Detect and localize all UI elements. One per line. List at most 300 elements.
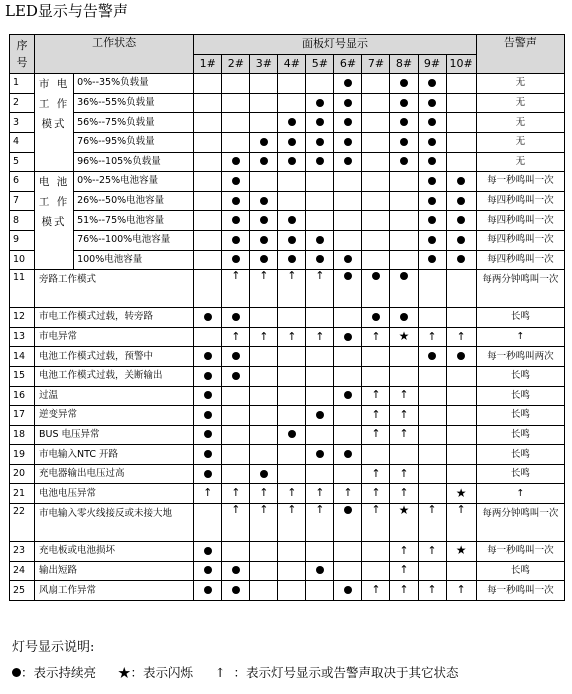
led-cell-8 <box>390 581 418 601</box>
led-cell-7 <box>362 132 390 152</box>
led-depends-icon: ↑ <box>399 583 409 597</box>
led-cell-7 <box>362 561 390 581</box>
led-cell-8 <box>390 211 418 231</box>
led-flash-icon: ★ <box>398 329 410 344</box>
row-number: 20 <box>10 464 35 484</box>
led-on-icon <box>260 236 268 244</box>
status-description: 100%电池容量 <box>74 250 194 270</box>
status-description: 51%--75%电池容量 <box>74 211 194 231</box>
led-cell-1 <box>194 504 222 542</box>
led-depends-icon: ↑ <box>427 329 437 343</box>
led-header-1: 1# <box>194 54 222 74</box>
led-cell-4 <box>278 308 306 328</box>
led-cell-2 <box>222 172 250 192</box>
led-cell-2 <box>222 425 250 445</box>
led-cell-5 <box>306 406 334 426</box>
led-cell-1 <box>194 406 222 426</box>
led-cell-9 <box>418 386 446 406</box>
led-cell-1 <box>194 542 222 562</box>
led-on-icon <box>400 79 408 87</box>
led-cell-5 <box>306 504 334 542</box>
led-cell-8 <box>390 250 418 270</box>
led-cell-7 <box>362 347 390 367</box>
led-cell-8 <box>390 93 418 113</box>
led-cell-8 <box>390 270 418 308</box>
row-number: 9 <box>10 230 35 250</box>
seq-header <box>10 35 35 74</box>
status-description: 76%--95%负载量 <box>74 132 194 152</box>
alarm-header: 告警声 <box>476 35 564 74</box>
table-row <box>10 74 565 94</box>
led-depends-icon: ↑ <box>371 407 381 421</box>
led-cell-3 <box>250 406 278 426</box>
led-cell-4 <box>278 366 306 386</box>
led-cell-4 <box>278 113 306 133</box>
led-on-icon <box>428 197 436 205</box>
led-on-icon <box>204 372 212 380</box>
alarm-sound: 每四秒鸣叫一次 <box>476 191 564 211</box>
table-row <box>10 132 565 152</box>
status-description: 旁路工作模式 <box>35 270 194 308</box>
table-row <box>10 542 565 562</box>
alarm-sound: 无 <box>476 93 564 113</box>
led-depends-icon: ↑ <box>259 269 269 283</box>
led-cell-8 <box>390 464 418 484</box>
led-cell-10 <box>446 464 476 484</box>
alarm-sound: 无 <box>476 113 564 133</box>
led-cell-4 <box>278 406 306 426</box>
led-cell-4 <box>278 445 306 465</box>
led-cell-9 <box>418 152 446 172</box>
led-depends-icon: ↑ <box>231 486 241 500</box>
alarm-sound: 每四秒鸣叫一次 <box>476 230 564 250</box>
row-number: 15 <box>10 366 35 386</box>
led-cell-8 <box>390 327 418 347</box>
led-depends-icon: ↑ <box>456 329 466 343</box>
led-on-icon <box>260 216 268 224</box>
led-cell-7 <box>362 211 390 231</box>
led-depends-icon: ↑ <box>399 563 409 577</box>
led-depends-icon: ↑ <box>259 329 269 343</box>
led-cell-6 <box>334 230 362 250</box>
led-cell-8 <box>390 191 418 211</box>
led-cell-1 <box>194 561 222 581</box>
led-cell-8 <box>390 347 418 367</box>
table-row <box>10 230 565 250</box>
led-cell-1 <box>194 386 222 406</box>
row-number: 12 <box>10 308 35 328</box>
led-on-icon <box>204 470 212 478</box>
row-number: 18 <box>10 425 35 445</box>
led-depends-icon: ↑ <box>371 466 381 480</box>
led-on-icon <box>204 547 212 555</box>
led-depends-icon: ↑ <box>287 269 297 283</box>
led-depends-icon: ↑ <box>231 269 241 283</box>
led-cell-4 <box>278 132 306 152</box>
led-cell-10 <box>446 211 476 231</box>
led-cell-8 <box>390 74 418 94</box>
led-cell-2 <box>222 504 250 542</box>
led-depends-icon: ↑ <box>315 503 325 517</box>
led-cell-9 <box>418 308 446 328</box>
table-row <box>10 93 565 113</box>
legend-dep-text: ：表示灯号显示或告警声取决于其它状态 <box>233 665 459 680</box>
led-depends-icon: ↑ <box>287 329 297 343</box>
row-number: 22 <box>10 504 35 542</box>
led-on-icon <box>428 216 436 224</box>
led-cell-8 <box>390 406 418 426</box>
led-on-icon <box>457 197 465 205</box>
led-on-icon <box>260 255 268 263</box>
led-cell-6 <box>334 561 362 581</box>
led-cell-4 <box>278 93 306 113</box>
alarm-sound: 每一秒鸣叫一次 <box>476 542 564 562</box>
row-number: 16 <box>10 386 35 406</box>
seq-header-top: 序 <box>16 39 28 53</box>
led-on-icon <box>232 197 240 205</box>
led-depends-icon: ↑ <box>371 486 381 500</box>
led-on-icon <box>288 255 296 263</box>
led-cell-8 <box>390 152 418 172</box>
led-cell-8 <box>390 484 418 504</box>
led-cell-2 <box>222 581 250 601</box>
led-cell-7 <box>362 152 390 172</box>
led-cell-6 <box>334 347 362 367</box>
led-cell-8 <box>390 366 418 386</box>
led-cell-3 <box>250 93 278 113</box>
led-on-icon <box>344 138 352 146</box>
led-on-icon <box>344 450 352 458</box>
led-on-icon <box>232 372 240 380</box>
table-row <box>10 211 565 231</box>
led-cell-7 <box>362 250 390 270</box>
led-cell-5 <box>306 386 334 406</box>
led-cell-5 <box>306 230 334 250</box>
led-on-icon <box>344 272 352 280</box>
led-cell-5 <box>306 561 334 581</box>
led-cell-1 <box>194 230 222 250</box>
led-cell-2 <box>222 250 250 270</box>
led-on-icon <box>288 138 296 146</box>
led-cell-6 <box>334 542 362 562</box>
led-cell-6 <box>334 366 362 386</box>
led-on-icon <box>288 216 296 224</box>
led-on-icon <box>372 313 380 321</box>
led-cell-1 <box>194 270 222 308</box>
led-depends-icon: ↑ <box>371 583 381 597</box>
led-cell-5 <box>306 484 334 504</box>
led-cell-1 <box>194 581 222 601</box>
table-row <box>10 270 565 308</box>
led-cell-2 <box>222 93 250 113</box>
led-depends-icon: ↑ <box>343 486 353 500</box>
led-cell-6 <box>334 581 362 601</box>
led-header-6: 6# <box>334 54 362 74</box>
led-on-icon <box>232 157 240 165</box>
led-cell-5 <box>306 581 334 601</box>
led-cell-6 <box>334 132 362 152</box>
led-header-4: 4# <box>278 54 306 74</box>
led-cell-10 <box>446 542 476 562</box>
led-on-icon <box>344 506 352 514</box>
led-depends-icon: ↑ <box>371 388 381 402</box>
status-description: 0%--35%负载量 <box>74 74 194 94</box>
led-cell-8 <box>390 172 418 192</box>
led-on-icon <box>232 216 240 224</box>
led-on-icon <box>372 272 380 280</box>
led-cell-6 <box>334 270 362 308</box>
table-row <box>10 113 565 133</box>
led-cell-2 <box>222 366 250 386</box>
led-cell-1 <box>194 327 222 347</box>
led-cell-6 <box>334 191 362 211</box>
led-cell-7 <box>362 445 390 465</box>
alarm-sound: 每一秒鸣叫一次 <box>476 581 564 601</box>
led-cell-9 <box>418 347 446 367</box>
led-cell-9 <box>418 191 446 211</box>
led-cell-10 <box>446 425 476 445</box>
led-on-icon <box>400 313 408 321</box>
led-cell-2 <box>222 542 250 562</box>
led-cell-2 <box>222 308 250 328</box>
led-cell-4 <box>278 542 306 562</box>
led-cell-5 <box>306 93 334 113</box>
led-cell-8 <box>390 542 418 562</box>
led-cell-6 <box>334 327 362 347</box>
led-cell-9 <box>418 93 446 113</box>
led-depends-icon: ↑ <box>427 503 437 517</box>
status-description: 充电板或电池损坏 <box>35 542 194 562</box>
led-cell-9 <box>418 581 446 601</box>
table-row <box>10 581 565 601</box>
led-on-icon <box>288 236 296 244</box>
led-on-icon <box>344 255 352 263</box>
led-cell-6 <box>334 504 362 542</box>
led-cell-10 <box>446 406 476 426</box>
led-on-icon <box>288 430 296 438</box>
led-on-icon <box>457 177 465 185</box>
led-cell-4 <box>278 484 306 504</box>
page-title: LED显示与告警声 <box>5 2 128 20</box>
table-row <box>10 327 565 347</box>
led-cell-9 <box>418 561 446 581</box>
led-on-icon <box>232 177 240 185</box>
led-on-icon <box>204 430 212 438</box>
led-cell-10 <box>446 366 476 386</box>
led-cell-2 <box>222 327 250 347</box>
led-on-icon <box>204 411 212 419</box>
row-number: 19 <box>10 445 35 465</box>
led-cell-2 <box>222 270 250 308</box>
led-on-icon <box>260 138 268 146</box>
mains-mode-label: 工 作 <box>38 98 70 111</box>
led-cell-9 <box>418 211 446 231</box>
led-cell-10 <box>446 561 476 581</box>
status-description: 电池电压异常 <box>35 484 194 504</box>
led-cell-6 <box>334 425 362 445</box>
led-cell-3 <box>250 172 278 192</box>
led-cell-4 <box>278 327 306 347</box>
led-cell-1 <box>194 172 222 192</box>
led-cell-5 <box>306 211 334 231</box>
led-cell-5 <box>306 366 334 386</box>
led-cell-9 <box>418 504 446 542</box>
led-depends-icon: ↑ <box>315 329 325 343</box>
row-number: 25 <box>10 581 35 601</box>
led-cell-3 <box>250 152 278 172</box>
led-cell-9 <box>418 132 446 152</box>
led-cell-8 <box>390 308 418 328</box>
led-cell-6 <box>334 464 362 484</box>
led-on-icon <box>400 157 408 165</box>
led-cell-7 <box>362 425 390 445</box>
led-cell-2 <box>222 561 250 581</box>
battery-mode-label: 模式 <box>41 216 67 229</box>
led-cell-5 <box>306 113 334 133</box>
led-cell-2 <box>222 230 250 250</box>
led-cell-10 <box>446 347 476 367</box>
led-on-icon <box>457 352 465 360</box>
led-cell-1 <box>194 425 222 445</box>
table-row <box>10 464 565 484</box>
alarm-sound: 长鸣 <box>476 425 564 445</box>
led-on-icon <box>316 138 324 146</box>
led-cell-7 <box>362 327 390 347</box>
table-row <box>10 484 565 504</box>
led-cell-1 <box>194 308 222 328</box>
led-cell-7 <box>362 542 390 562</box>
led-on-icon <box>204 566 212 574</box>
led-cell-8 <box>390 425 418 445</box>
mains-mode-label: 模式 <box>41 118 67 131</box>
led-cell-1 <box>194 347 222 367</box>
led-on-icon <box>428 352 436 360</box>
led-on-icon <box>457 255 465 263</box>
status-description: 市电输入零火线接反或未接大地 <box>35 504 194 542</box>
led-cell-3 <box>250 366 278 386</box>
led-cell-6 <box>334 211 362 231</box>
led-cell-9 <box>418 74 446 94</box>
row-number: 2 <box>10 93 35 113</box>
led-cell-3 <box>250 191 278 211</box>
led-cell-7 <box>362 406 390 426</box>
status-description: 电池工作模式过载，关断输出 <box>35 366 194 386</box>
led-cell-1 <box>194 211 222 231</box>
led-cell-5 <box>306 191 334 211</box>
table-row <box>10 308 565 328</box>
table-row <box>10 445 565 465</box>
led-on-icon <box>204 352 212 360</box>
row-number: 13 <box>10 327 35 347</box>
led-cell-1 <box>194 191 222 211</box>
table-row <box>10 425 565 445</box>
led-on-icon <box>204 391 212 399</box>
led-on-icon <box>260 157 268 165</box>
mains-mode-group <box>35 74 74 172</box>
status-description: 充电器输出电压过高 <box>35 464 194 484</box>
led-cell-4 <box>278 250 306 270</box>
led-cell-10 <box>446 132 476 152</box>
led-cell-3 <box>250 347 278 367</box>
alarm-sound: 长鸣 <box>476 445 564 465</box>
led-cell-5 <box>306 172 334 192</box>
led-header-7: 7# <box>362 54 390 74</box>
row-number: 3 <box>10 113 35 133</box>
led-cell-6 <box>334 74 362 94</box>
header-row-1 <box>10 35 565 55</box>
led-cell-10 <box>446 327 476 347</box>
status-description: 96%--105%负载量 <box>74 152 194 172</box>
led-on-icon <box>428 236 436 244</box>
led-cell-2 <box>222 386 250 406</box>
led-depends-icon: ↑ <box>427 543 437 557</box>
led-flash-icon: ★ <box>455 485 467 500</box>
led-cell-5 <box>306 74 334 94</box>
led-depends-icon: ↑ <box>399 486 409 500</box>
led-cell-10 <box>446 152 476 172</box>
led-depends-icon: ↑ <box>371 329 381 343</box>
led-cell-3 <box>250 327 278 347</box>
alarm-sound: 每四秒鸣叫一次 <box>476 250 564 270</box>
led-on-icon <box>316 255 324 263</box>
panel-header: 面板灯号显示 <box>194 35 476 55</box>
led-cell-9 <box>418 366 446 386</box>
led-depends-icon: ↑ <box>287 486 297 500</box>
led-cell-3 <box>250 211 278 231</box>
led-cell-6 <box>334 484 362 504</box>
led-depends-icon: ↑ <box>399 388 409 402</box>
alarm-sound: 长鸣 <box>476 406 564 426</box>
led-cell-9 <box>418 464 446 484</box>
led-on-icon <box>400 138 408 146</box>
on-symbol-icon <box>12 668 21 677</box>
led-cell-4 <box>278 504 306 542</box>
led-on-icon <box>344 333 352 341</box>
led-cell-3 <box>250 386 278 406</box>
legend <box>12 665 458 681</box>
led-cell-3 <box>250 425 278 445</box>
legend-on-text: ：表示持续亮 <box>21 665 97 680</box>
led-depends-icon: ↑ <box>231 503 241 517</box>
led-cell-5 <box>306 132 334 152</box>
status-description: 市电工作模式过载，转旁路 <box>35 308 194 328</box>
alarm-sound: ↑ <box>476 327 564 347</box>
row-number: 24 <box>10 561 35 581</box>
led-cell-5 <box>306 327 334 347</box>
led-cell-1 <box>194 132 222 152</box>
led-cell-7 <box>362 581 390 601</box>
led-on-icon <box>204 586 212 594</box>
led-cell-7 <box>362 504 390 542</box>
status-description: 市电输入NTC 开路 <box>35 445 194 465</box>
led-cell-1 <box>194 484 222 504</box>
alarm-sound: 长鸣 <box>476 561 564 581</box>
led-on-icon <box>316 411 324 419</box>
led-cell-1 <box>194 445 222 465</box>
status-description: 电池工作模式过载，预警中 <box>35 347 194 367</box>
led-on-icon <box>232 236 240 244</box>
led-on-icon <box>316 566 324 574</box>
led-cell-7 <box>362 308 390 328</box>
legend-flash-text: ：表示闪烁 <box>130 665 194 680</box>
led-cell-3 <box>250 542 278 562</box>
led-cell-6 <box>334 152 362 172</box>
led-cell-9 <box>418 445 446 465</box>
led-cell-10 <box>446 504 476 542</box>
led-cell-6 <box>334 250 362 270</box>
led-cell-3 <box>250 581 278 601</box>
row-number: 1 <box>10 74 35 94</box>
